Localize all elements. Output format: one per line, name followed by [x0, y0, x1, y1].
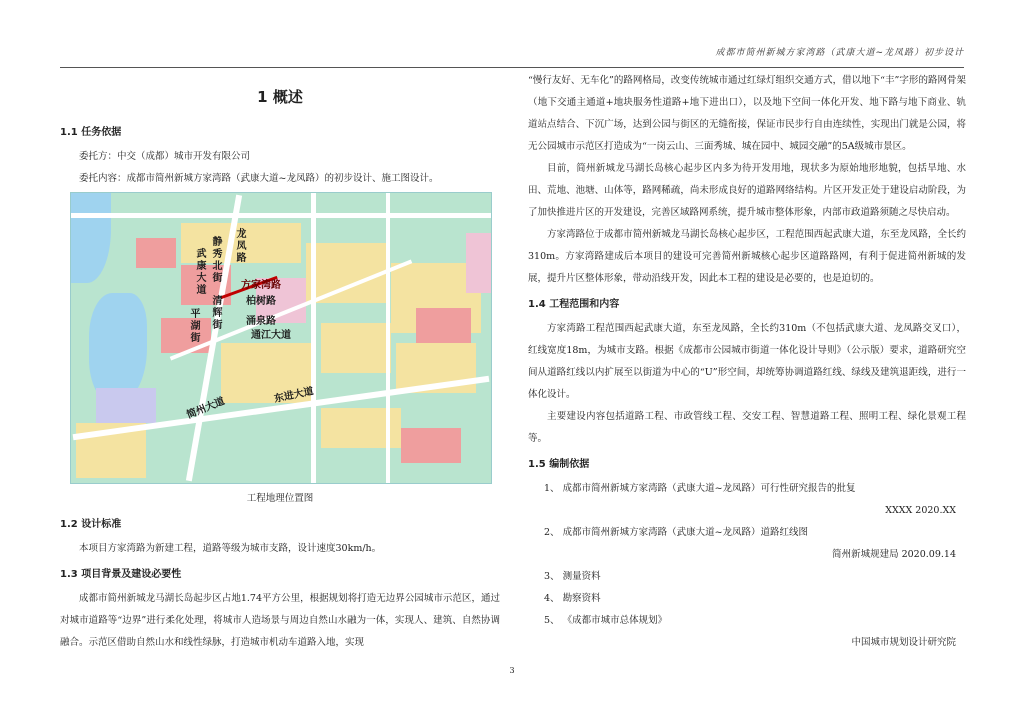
- map-block: [136, 238, 176, 268]
- reference-item: 1、 成都市简州新城方家湾路（武康大道~龙凤路）可行性研究报告的批复: [544, 483, 856, 494]
- left-column: [60, 70, 500, 654]
- map-block: [321, 323, 391, 373]
- map-label-boshu: 柏树路: [246, 296, 276, 307]
- map-block: [401, 428, 461, 463]
- map-label-qingyun: 清辉街: [210, 295, 221, 331]
- background-text-cont: “慢行友好、无车化”的路网格局，改变传统城市通过红绿灯组织交通方式，借以地下“丰”字形的路网骨架（地下交通主通道+地块服务性道路+地下进出口），以及地下空间一体化开发、地下路与地下商业、轨道站点结合、下沉广场，达到公园与街区的无缝衔接，保证市民步行自由连续性，实现出门就是公园，将无公园城市示范区打造成为“一岗云山、三面秀城、城在园中、城园交融”的5A级城市景区。: [528, 75, 966, 152]
- reference-note: 中国城市规划设计研究院: [851, 637, 956, 648]
- section-heading-1-4: 1.4 工程范围和内容: [528, 299, 620, 310]
- section-heading-1-1: 1.1 任务依据: [60, 127, 122, 138]
- content-text: 主要建设内容包括道路工程、市政管线工程、交安工程、智慧道路工程、照明工程、绿化景观工程等。: [528, 411, 966, 444]
- background-text: 成都市简州新城龙马湖长岛起步区占地1.74平方公里，根据规划将打造无边界公园城市示范区，通过对城市道路等“边界”进行柔化处理，将城市人造场景与周边自然山水融为一体，实现人、建筑、自然协调融合。示范区借助自然山水和线性绿脉，打造城市机动车道路入地，实现: [60, 593, 500, 648]
- page-number: 3: [509, 666, 515, 675]
- client-line: 委托方：中交（成都）城市开发有限公司: [79, 151, 251, 162]
- map-label-jiadong: 涌泉路: [246, 316, 276, 327]
- map-road: [311, 193, 316, 483]
- current-status-text: 目前，简州新城龙马湖长岛核心起步区内多为待开发用地，现状多为原始地形地貌，包括旱地、水田、荒地、池塘、山体等，路网稀疏，尚未形成良好的道路网络结构。片区开发正处于建设启动阶段，为了加快推进片区的开发建设，完善区域路网系统，提升城市整体形象，内部市政道路须随之尽快启动。: [528, 163, 966, 218]
- map-water: [71, 193, 111, 283]
- scope-text: 方家湾路工程范围西起武康大道，东至龙凤路，全长约310m（不包括武康大道、龙凤路交叉口），红线宽度18m，为城市支路。根据《成都市公园城市街道一体化设计导则》（公示版）要求，道路研究空间从道路红线以内扩展至以街道为中心的“U”形空间，却统筹协调道路红线、绿线及建筑退距线，进行一体化设计。: [528, 323, 966, 400]
- map-block: [416, 308, 471, 343]
- map-label-tongjiang: 通江大道: [251, 330, 291, 341]
- section-heading-1-2: 1.2 设计标准: [60, 519, 122, 530]
- map-label-fangjiawan: 方家湾路: [241, 280, 281, 291]
- location-map: [70, 192, 492, 484]
- map-label-dongjin: 东进大道: [273, 385, 315, 406]
- reference-item: 5、 《成都市城市总体规划》: [544, 615, 668, 626]
- map-road: [71, 213, 491, 218]
- chapter-title: 1 概述: [257, 88, 303, 106]
- section-heading-1-5: 1.5 编制依据: [528, 459, 590, 470]
- necessity-text: 方家湾路位于成都市简州新城龙马湖长岛核心起步区，工程范围西起武康大道，东至龙凤路，全长约310m。方家湾路建成后本项目的建设可完善简州新城核心起步区道路路网，有利于促进简州新城的发展，提升片区整体形象，带动沿线开发，因此本工程的建设是必要的，也是迫切的。: [528, 229, 966, 284]
- map-water: [89, 293, 147, 403]
- right-column: [528, 70, 966, 654]
- map-label-pinghu: 平湖街: [188, 308, 199, 344]
- header-title: 成都市简州新城方家湾路（武康大道~龙凤路）初步设计: [715, 48, 964, 58]
- map-label-jingxiu: 静秀北街: [210, 236, 221, 284]
- map-label-wukang: 武康大道: [194, 248, 205, 296]
- reference-note: XXXX 2020.XX: [885, 505, 956, 516]
- map-caption: 工程地理位置图: [246, 493, 314, 504]
- reference-item: 3、 测量资料: [544, 571, 601, 582]
- map-block: [96, 388, 156, 423]
- map-label-longfeng: 龙凤路: [234, 228, 245, 264]
- reference-list: [528, 478, 966, 654]
- reference-item: 4、 勘察资料: [544, 593, 601, 604]
- section-heading-1-3: 1.3 项目背景及建设必要性: [60, 569, 182, 580]
- content-line: 委托内容：成都市简州新城方家湾路（武康大道~龙凤路）的初步设计、施工图设计。: [79, 173, 439, 184]
- header-divider: [60, 67, 964, 68]
- map-label-jianzhou: 简州大道: [185, 395, 227, 422]
- map-block: [466, 233, 491, 293]
- reference-item: 2、 成都市简州新城方家湾路（武康大道~龙凤路）道路红线图: [544, 527, 809, 538]
- map-road: [386, 193, 390, 483]
- reference-note: 简州新城规建局 2020.09.14: [832, 549, 956, 560]
- design-standard-text: 本项目方家湾路为新建工程，道路等级为城市支路，设计速度30km/h。: [79, 543, 382, 554]
